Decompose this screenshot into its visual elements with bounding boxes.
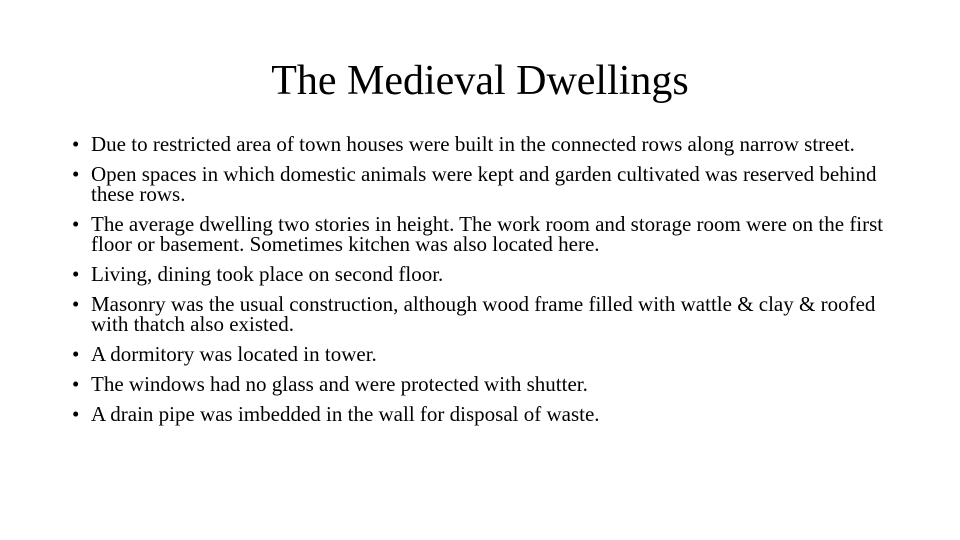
bullet-dot-icon: • bbox=[72, 342, 80, 366]
bullet-item bbox=[72, 134, 892, 154]
bullet-text: The average dwelling two stories in height. The work room and storage room were on the first floor or basement. Sometimes kitchen was also located here. bbox=[91, 212, 884, 256]
bullet-text: Masonry was the usual construction, although wood frame filled with wattle & clay & roofed with thatch also existed. bbox=[91, 292, 876, 336]
bullet-dot-icon: • bbox=[72, 402, 80, 426]
bullet-text: Due to restricted area of town houses were built in the connected rows along narrow street. bbox=[91, 132, 855, 156]
bullet-item bbox=[72, 294, 892, 334]
bullet-text: Open spaces in which domestic animals were kept and garden cultivated was reserved behind these rows. bbox=[91, 162, 877, 206]
bullet-item bbox=[72, 344, 892, 364]
bullet-text: The windows had no glass and were protected with shutter. bbox=[91, 372, 588, 396]
bullet-dot-icon: • bbox=[72, 372, 80, 396]
slide-title: The Medieval Dwellings bbox=[271, 58, 689, 104]
bullet-dot-icon: • bbox=[72, 132, 80, 156]
bullet-list bbox=[72, 134, 892, 434]
bullet-dot-icon: • bbox=[72, 292, 80, 316]
bullet-text: Living, dining took place on second floor. bbox=[91, 262, 444, 286]
bullet-text: A drain pipe was imbedded in the wall for disposal of waste. bbox=[91, 402, 600, 426]
bullet-item bbox=[72, 404, 892, 424]
bullet-text: A dormitory was located in tower. bbox=[91, 342, 377, 366]
bullet-dot-icon: • bbox=[72, 212, 80, 236]
bullet-item bbox=[72, 374, 892, 394]
bullet-item bbox=[72, 264, 892, 284]
bullet-item bbox=[72, 164, 892, 204]
bullet-dot-icon: • bbox=[72, 162, 80, 186]
bullet-item bbox=[72, 214, 892, 254]
bullet-dot-icon: • bbox=[72, 262, 80, 286]
